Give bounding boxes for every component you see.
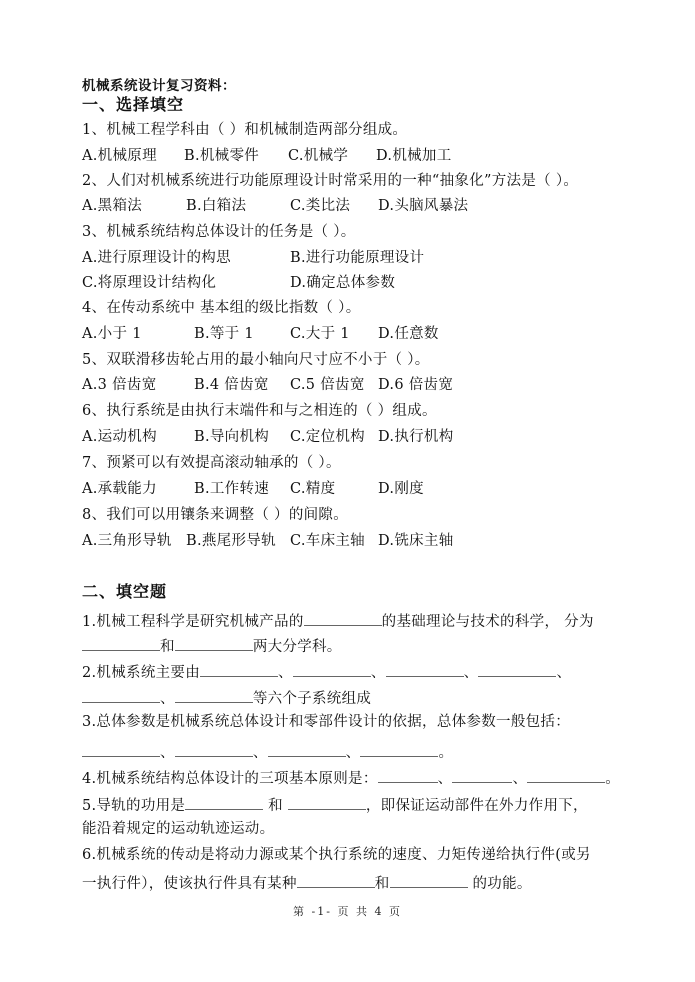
text: 和 (263, 798, 288, 814)
blank-field[interactable] (175, 740, 253, 757)
blank-field[interactable] (304, 609, 382, 626)
text: 1.机械工程科学是研究机械产品的 (82, 614, 304, 630)
text: 5.导轨的功用是 (82, 798, 186, 814)
option-a: A.承载能力 (82, 481, 157, 497)
question-6-stem: 6、执行系统是由执行末端件和与之相连的（ ）组成。 (82, 403, 437, 419)
separator: 、 (556, 665, 572, 681)
blank-field[interactable] (452, 766, 512, 783)
blank-field[interactable] (175, 634, 253, 651)
option-c: C.5 倍齿宽 (290, 377, 365, 393)
section-heading-choice: 一、选择填空 (82, 95, 185, 114)
blank-field[interactable] (82, 634, 160, 651)
option-d: D.6 倍齿宽 (378, 377, 454, 393)
question-1-stem: 1、机械工程学科由（ ）和机械制造两部分组成。 (82, 122, 408, 138)
blank-field[interactable] (390, 871, 468, 888)
option-a: A.黑箱法 (82, 198, 143, 214)
option-c: C.大于 1 (290, 326, 350, 342)
blank-field[interactable] (527, 766, 605, 783)
question-5-stem: 5、双联滑移齿轮占用的最小轴向尺寸应不小于（ ）。 (82, 352, 430, 368)
separator: 、 (437, 771, 453, 787)
section-heading-fill-blank: 二、填空题 (82, 582, 168, 601)
option-c: C.定位机构 (290, 429, 365, 445)
separator: 、 (345, 745, 361, 761)
document-title: 机械系统设计复习资料： (82, 78, 236, 94)
separator: 、 (370, 665, 386, 681)
blank-field[interactable] (297, 871, 375, 888)
option-c: C.车床主轴 (290, 533, 365, 549)
page-footer: 第 -1- 页 共 4 页 (293, 905, 402, 918)
option-b: B.白箱法 (186, 198, 247, 214)
option-c: C.精度 (290, 481, 336, 497)
fill-question-5-line2: 能沿着规定的运动轨迹运动。 (82, 821, 275, 837)
fill-question-5-line1 (82, 793, 588, 816)
question-8-options (82, 531, 454, 551)
blank-field[interactable] (360, 740, 438, 757)
option-a: A.运动机构 (82, 429, 157, 445)
option-c: C.类比法 (290, 198, 351, 214)
fill-question-3-line2 (82, 740, 453, 763)
blank-field[interactable] (293, 660, 371, 677)
option-d: D.头脑风暴法 (378, 198, 469, 214)
blank-field[interactable] (386, 660, 464, 677)
text: 和 (374, 876, 390, 892)
question-2-stem: 2、人们对机械系统进行功能原理设计时常采用的一种“抽象化”方法是（ ）。 (82, 173, 579, 189)
fill-question-4 (82, 766, 620, 789)
option-c: C.机械学 (288, 148, 349, 164)
blank-field[interactable] (378, 766, 438, 783)
separator: 、 (463, 665, 479, 681)
text: 。 (605, 771, 621, 787)
option-b: B.工作转速 (194, 481, 270, 497)
question-1-options (82, 146, 452, 166)
question-5-options (82, 375, 453, 395)
option-b: B.导向机构 (194, 429, 270, 445)
fill-question-1-line2 (82, 634, 342, 657)
option-a: A.小于 1 (82, 326, 142, 342)
fill-question-1-line1 (82, 609, 594, 632)
blank-field[interactable] (185, 793, 263, 810)
separator: 、 (278, 665, 293, 681)
option-b: B.4 倍齿宽 (194, 377, 269, 393)
option-d: D.确定总体参数 (290, 275, 396, 291)
text: 的基础理论与技术的科学， 分为 (381, 614, 594, 630)
text: 和 (160, 639, 175, 655)
option-d: D.执行机构 (378, 429, 454, 445)
fill-question-2-line1 (82, 660, 571, 683)
fill-question-6-line2 (82, 871, 532, 894)
question-3-options-row1 (82, 248, 424, 268)
blank-field[interactable] (175, 686, 253, 703)
text: ，即保证运动部件在外力作用下， (365, 798, 588, 814)
fill-question-6-line1: 6.机械系统的传动是将动力源或某个执行系统的速度、力矩传递给执行件(或另 (82, 847, 591, 863)
fill-question-3-line1: 3.总体参数是机械系统总体设计和零部件设计的依据，总体参数一般包括： (82, 714, 571, 730)
question-4-options (82, 324, 439, 344)
option-d: D.任意数 (378, 326, 439, 342)
blank-field[interactable] (82, 686, 160, 703)
blank-field[interactable] (82, 740, 160, 757)
blank-field[interactable] (478, 660, 556, 677)
text: 的功能。 (467, 876, 532, 892)
question-3-options-row2 (82, 273, 395, 293)
option-b: B.等于 1 (194, 326, 254, 342)
option-d: D.铣床主轴 (378, 533, 454, 549)
question-7-stem: 7、预紧可以有效提高滚动轴承的（ ）。 (82, 455, 341, 471)
blank-field[interactable] (268, 740, 346, 757)
option-a: A.机械原理 (82, 148, 157, 164)
question-6-options (82, 427, 454, 447)
separator: 、 (512, 771, 528, 787)
text: 4.机械系统结构总体设计的三项基本原则是： (82, 771, 378, 787)
option-a: A.进行原理设计的构思 (82, 250, 231, 266)
question-8-stem: 8、我们可以用镶条来调整（ ）的间隙。 (82, 507, 349, 523)
question-7-options (82, 479, 424, 499)
option-a: A.三角形导轨 (82, 533, 172, 549)
separator: 、 (160, 691, 175, 707)
text: 2.机械系统主要由 (82, 665, 201, 681)
option-d: D.刚度 (378, 481, 424, 497)
option-c: C.将原理设计结构化 (82, 275, 217, 291)
separator: 、 (160, 745, 175, 761)
option-d: D.机械加工 (376, 148, 452, 164)
option-b: B.进行功能原理设计 (290, 250, 425, 266)
text: 一执行件），使该执行件具有某种 (82, 876, 297, 892)
fill-question-2-line2 (82, 686, 371, 709)
text: 两大分学科。 (252, 639, 342, 655)
question-3-stem: 3、机械系统结构总体设计的任务是（ ）。 (82, 224, 356, 240)
blank-field[interactable] (200, 660, 278, 677)
question-4-stem: 4、在传动系统中 基本组的级比指数（ ）。 (82, 300, 361, 316)
text: 。 (438, 745, 454, 761)
separator: 、 (252, 745, 268, 761)
option-b: B.机械零件 (184, 148, 260, 164)
blank-field[interactable] (288, 793, 366, 810)
question-2-options (82, 196, 468, 216)
text: 等六个子系统组成 (252, 691, 372, 707)
option-b: B.燕尾形导轨 (186, 533, 276, 549)
option-a: A.3 倍齿宽 (82, 377, 157, 393)
